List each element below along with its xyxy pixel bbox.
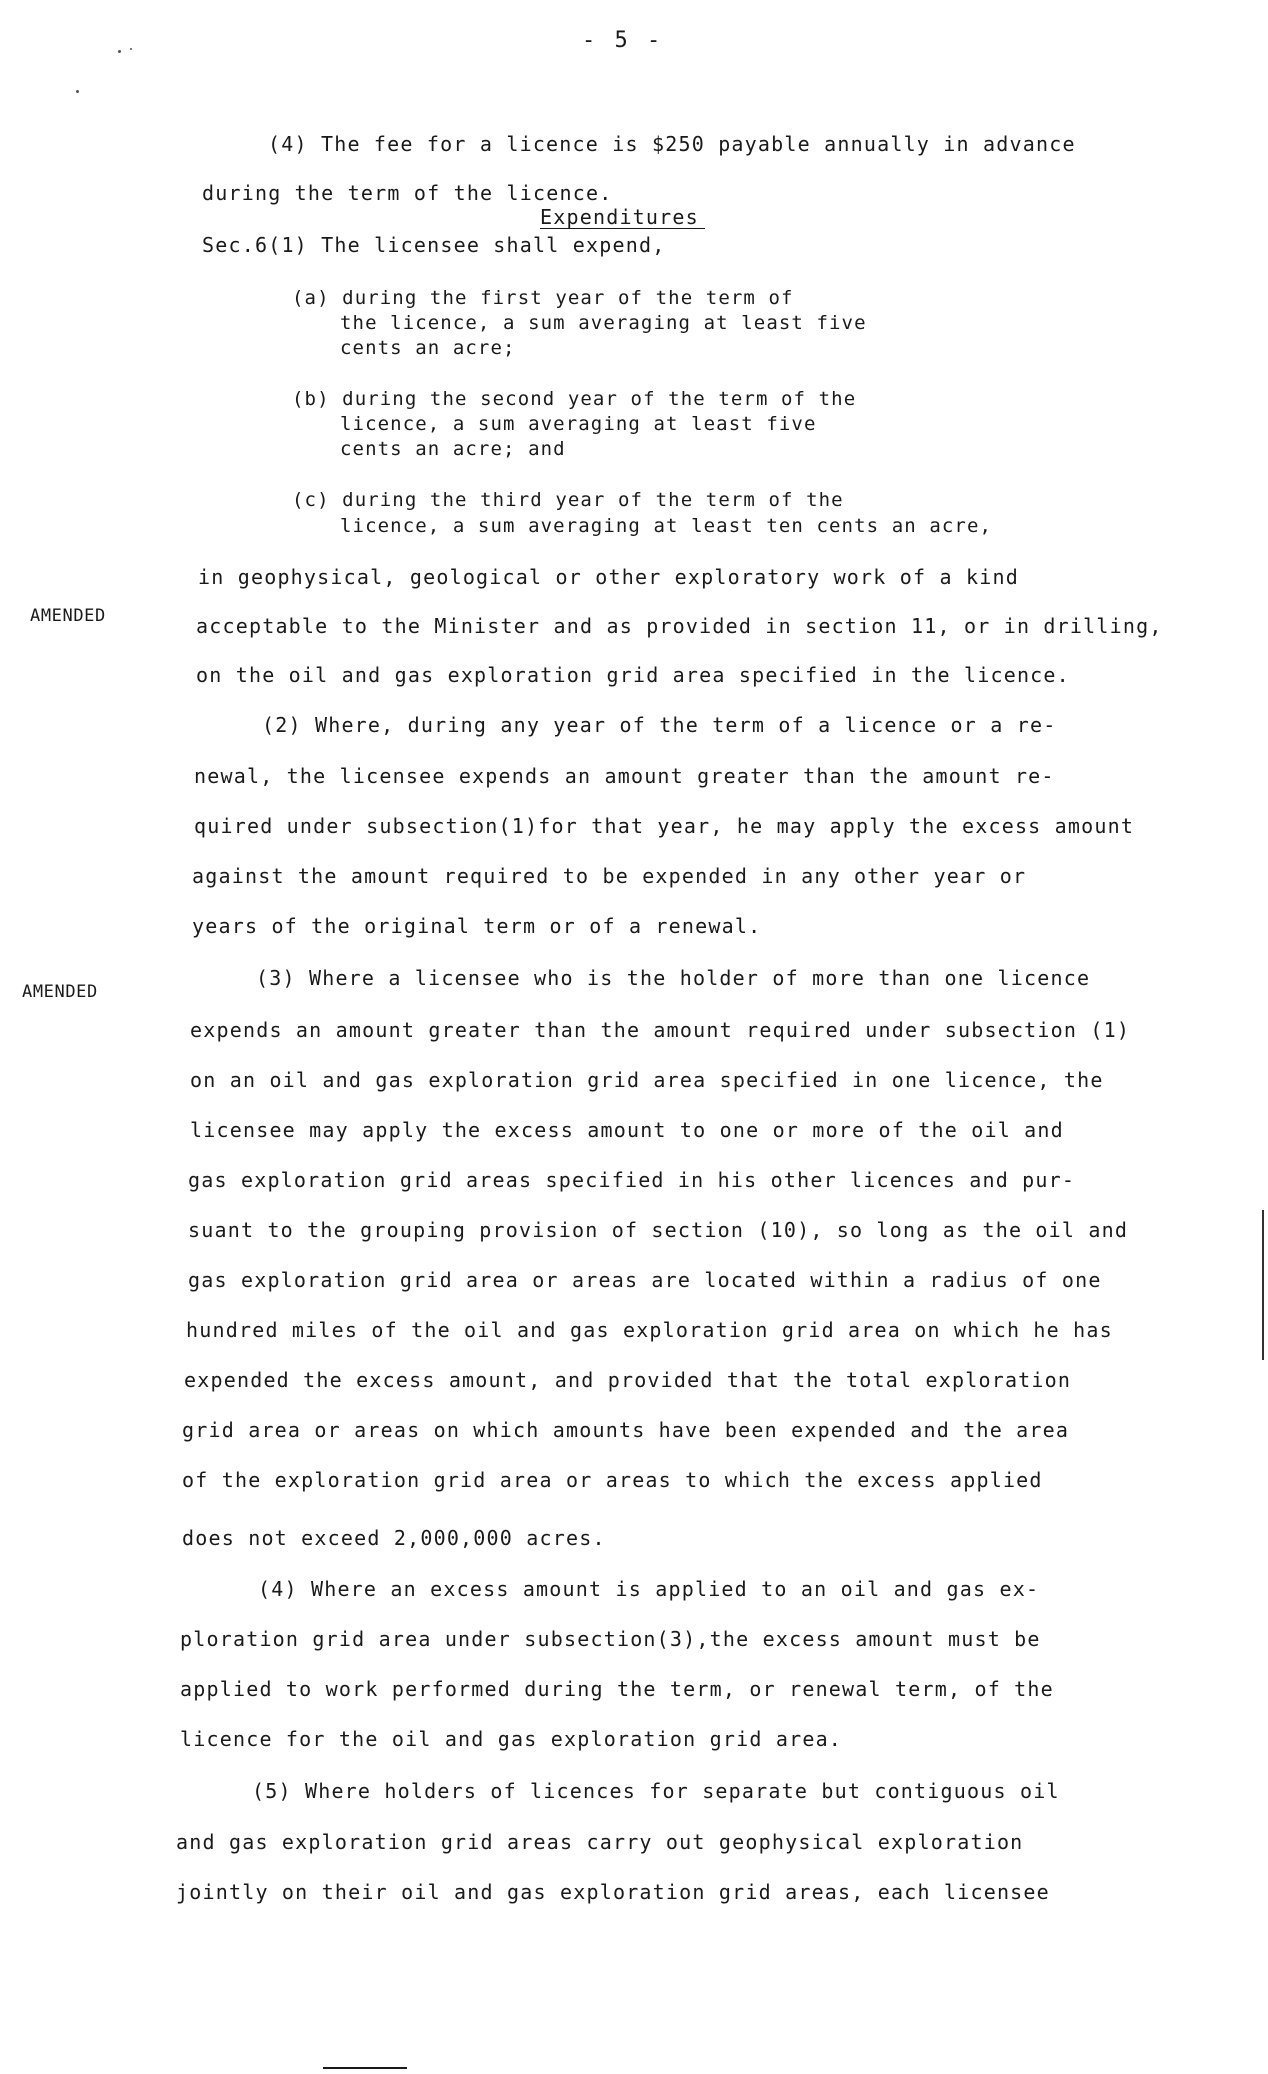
subsection-3-line: suant to the grouping provision of section (10), so long as the oil and (188, 1218, 1129, 1242)
scan-speck (76, 90, 79, 93)
paragraph-line: on the oil and gas exploration grid area specified in the licence. (196, 663, 1070, 687)
subsection-3-line: hundred miles of the oil and gas exploration grid area on which he has (186, 1318, 1113, 1342)
section-start-line: Sec.6(1) The licensee shall expend, (202, 233, 666, 257)
subsection-4-line: ploration grid area under subsection(3),the excess amount must be (180, 1627, 1041, 1651)
clause-a-line: (a) during the first year of the term of (292, 287, 794, 309)
paragraph-line: (4) The fee for a licence is $250 payable annually in advance (268, 132, 1076, 156)
subsection-3-line: gas exploration grid area or areas are located within a radius of one (188, 1268, 1102, 1292)
paragraph-line: acceptable to the Minister and as provided in section 11, or in drilling, (196, 614, 1163, 638)
section-heading: Expenditures (540, 206, 705, 229)
clause-b-line: cents an acre; and (340, 438, 566, 460)
subsection-3-line: grid area or areas on which amounts have been expended and the area (182, 1418, 1070, 1442)
subsection-5-line: (5) Where holders of licences for separate but contiguous oil (252, 1779, 1060, 1803)
subsection-4-line: (4) Where an excess amount is applied to an oil and gas ex- (258, 1577, 1040, 1601)
subsection-4-line: licence for the oil and gas exploration grid area. (180, 1727, 843, 1751)
amended-margin-note: AMENDED (30, 606, 106, 626)
subsection-3-line: of the exploration grid area or areas to which the excess applied (182, 1468, 1043, 1492)
subsection-3-line: licensee may apply the excess amount to one or more of the oil and (190, 1118, 1064, 1142)
subsection-3-line: on an oil and gas exploration grid area specified in one licence, the (190, 1068, 1104, 1092)
clause-c-line: (c) during the third year of the term of the (292, 489, 844, 511)
clause-a-line: the licence, a sum averaging at least five (340, 312, 867, 334)
amended-margin-note: AMENDED (22, 982, 98, 1002)
paragraph-line: during the term of the licence. (202, 181, 613, 205)
subsection-3-line: does not exceed 2,000,000 acres. (182, 1526, 606, 1550)
clause-b-line: (b) during the second year of the term of the (292, 388, 857, 410)
page-number: - 5 - (582, 28, 664, 53)
subsection-3-line: (3) Where a licensee who is the holder of more than one licence (256, 966, 1091, 990)
subsection-3-line: gas exploration grid areas specified in his other licences and pur- (188, 1168, 1076, 1192)
subsection-5-line: and gas exploration grid areas carry out geophysical exploration (176, 1830, 1024, 1854)
footer-rule (323, 2067, 407, 2069)
scan-speck (130, 48, 132, 50)
clause-a-line: cents an acre; (340, 337, 516, 359)
subsection-2-line: (2) Where, during any year of the term of a licence or a re- (262, 713, 1057, 737)
clause-c-line: licence, a sum averaging at least ten cents an acre, (340, 515, 993, 537)
subsection-2-line: years of the original term or of a renewal. (192, 914, 762, 938)
clause-b-line: licence, a sum averaging at least five (340, 413, 817, 435)
subsection-2-line: quired under subsection(1)for that year, he may apply the excess amount (194, 814, 1135, 838)
scan-edge-mark (1262, 1210, 1264, 1360)
scan-speck (118, 50, 121, 53)
subsection-4-line: applied to work performed during the term, or renewal term, of the (180, 1677, 1054, 1701)
paragraph-line: in geophysical, geological or other exploratory work of a kind (198, 565, 1019, 589)
subsection-2-line: newal, the licensee expends an amount greater than the amount re- (194, 764, 1055, 788)
subsection-3-line: expends an amount greater than the amount required under subsection (1) (190, 1018, 1131, 1042)
subsection-5-line: jointly on their oil and gas exploration grid areas, each licensee (176, 1880, 1050, 1904)
subsection-2-line: against the amount required to be expended in any other year or (192, 864, 1027, 888)
subsection-3-line: expended the excess amount, and provided that the total exploration (184, 1368, 1072, 1392)
